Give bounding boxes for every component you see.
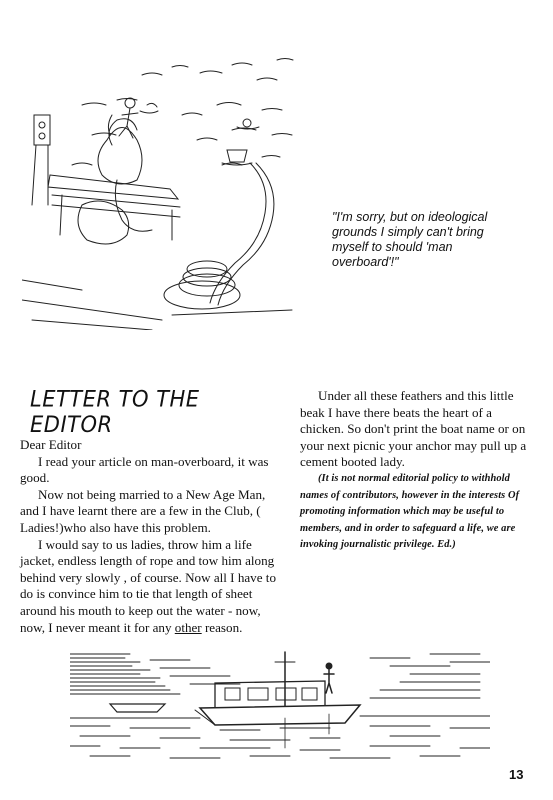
article-column-right bbox=[300, 388, 538, 554]
paragraph-3-end: reason. bbox=[201, 619, 243, 635]
paragraph-3-underlined: other bbox=[174, 619, 202, 635]
cartoon-caption: "I'm sorry, but on ideological grounds I simply can't bring myself to should 'man overboard'!" bbox=[332, 210, 488, 269]
article-column-left bbox=[20, 437, 278, 636]
paragraph-2: Now not being married to a New Age Man, and I have learnt there are a few in the Club, ( Ladies!)who also have this problem. bbox=[20, 486, 266, 535]
motor-launch-sketch-icon bbox=[70, 648, 490, 764]
paragraph-3-text: I would say to us ladies, throw him a life jacket, endless length of rope and tow him along behind very slowly , of course. Now all I have to do is convince him to tie that length of sheet around his mouth to keep out the water - now, now, I never meant it for any bbox=[20, 536, 276, 635]
editor-note: (It is not normal editorial policy to withhold names of contributors, however in the interests Of promoting information which may be useful to members, and in order to safeguard a life, we are invoking journalistic privilege. Ed.) bbox=[300, 472, 520, 551]
paragraph-1: I read your article on man-overboard, it was good. bbox=[20, 453, 269, 486]
article-heading: LETTER TO THE EDITOR bbox=[30, 386, 200, 438]
page-number: 13 bbox=[509, 767, 524, 782]
paragraph-3 bbox=[20, 537, 278, 637]
paragraph-4: Under all these feathers and this little beak I have there beats the heart of a chicken. So don't print the boat name or on your next picnic your anchor may pull up a cement booted lady. bbox=[300, 388, 527, 470]
salutation: Dear Editor bbox=[20, 437, 82, 452]
cartoon-illustration-icon bbox=[22, 45, 322, 330]
